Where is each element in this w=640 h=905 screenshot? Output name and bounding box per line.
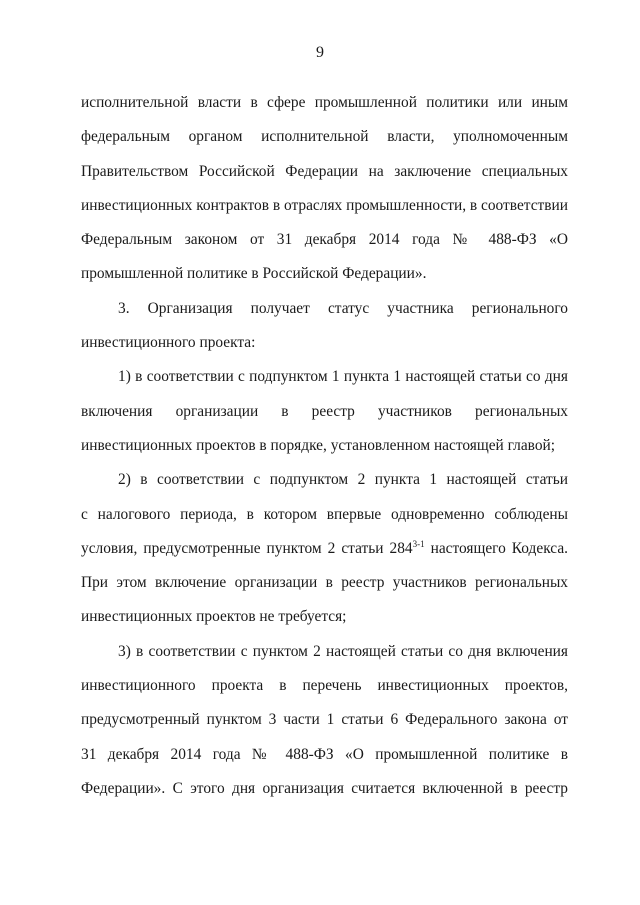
text-line: инвестиционного проекта в перечень инвестиционных проектов, xyxy=(81,677,568,695)
text-line: Федеральным законом от 31 декабря 2014 года № 488-ФЗ «О xyxy=(81,231,568,249)
text-line: Федерации». С этого дня организация считается включенной в реестр xyxy=(81,779,568,797)
text-line-with-superscript xyxy=(81,532,568,566)
paragraph-point-3 xyxy=(81,292,568,361)
text-line: 3) в соответствии с пунктом 2 настоящей статьи со дня включения xyxy=(118,642,568,660)
page-number: 9 xyxy=(316,44,324,61)
text-line: промышленной политике в Российской Федерации». xyxy=(81,265,427,283)
text-line: 3. Организация получает статус участника регионального xyxy=(118,299,568,317)
text-line: с налогового периода, в котором впервые одновременно соблюдены xyxy=(81,505,568,523)
paragraph-subpoint-1 xyxy=(81,360,568,463)
text-line: 2) в соответствии с подпунктом 2 пункта 1 настоящей статьи xyxy=(118,471,568,489)
text-line: предусмотренный пунктом 3 части 1 статьи 6 Федерального закона от xyxy=(81,711,568,729)
text-fragment: условия, предусмотренные пунктом 2 статьи 284 xyxy=(81,539,413,557)
text-line: инвестиционных проектов в порядке, установленном настоящей главой; xyxy=(81,436,556,454)
paragraph-subpoint-3 xyxy=(81,635,568,806)
document-body xyxy=(81,86,568,806)
text-line: инвестиционного проекта: xyxy=(81,334,256,352)
text-line: Правительством Российской Федерации на заключение специальных xyxy=(81,162,568,180)
text-line: 31 декабря 2014 года № 488-ФЗ «О промышленной политике в xyxy=(81,745,568,763)
text-line: инвестиционных контрактов в отраслях промышленности, в соответствии xyxy=(81,196,568,214)
text-line: 1) в соответствии с подпунктом 1 пункта 1 настоящей статьи со дня xyxy=(118,368,568,386)
paragraph-subpoint-2 xyxy=(81,463,568,634)
text-line: включения организации в реестр участников региональных xyxy=(81,402,568,420)
superscript: 3-1 xyxy=(412,538,425,549)
paragraph-continuation xyxy=(81,86,568,292)
text-line: инвестиционных проектов не требуется; xyxy=(81,608,347,626)
text-line: федеральным органом исполнительной власти, уполномоченным xyxy=(81,128,568,146)
text-fragment: настоящего Кодекса. xyxy=(424,539,568,557)
text-line: При этом включение организации в реестр участников региональных xyxy=(81,574,568,592)
text-line: исполнительной власти в сфере промышленной политики или иным xyxy=(81,94,568,111)
